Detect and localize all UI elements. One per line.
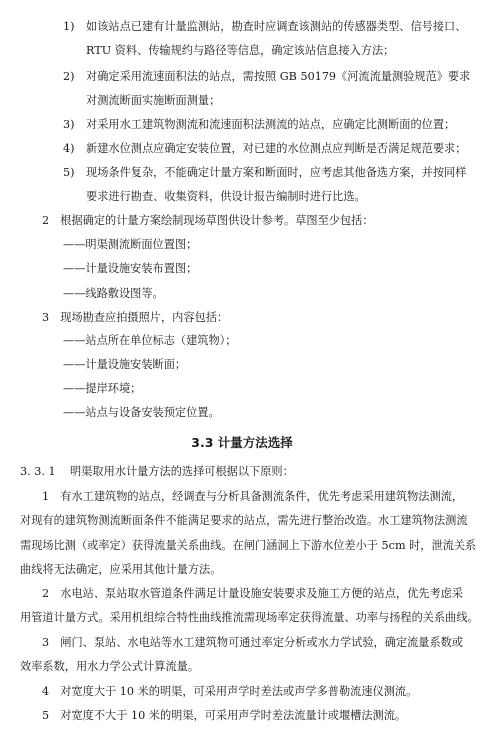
step-4-line-1: 新建水位测点应确定安装位置，对已建的水位测点应判断是否满足规范要求； (86, 142, 467, 155)
para-1-line-4: 曲线将无法确定，应采用其他计量方法。 (20, 563, 222, 576)
para-1-line-3: 需现场比测（或率定）获得流量关系曲线。在闸门涵洞上下游水位差小于 5cm 时，泄流关系 (20, 539, 477, 552)
para-2-line-1: 2 水电站、泵站取水管道条件满足计量设施安装要求及施工方便的站点，优先考虑采 (42, 587, 464, 600)
item-2-sub-1: ——明渠测流断面位置图； (63, 238, 198, 251)
item-3-sub-3: ——提岸环境； (63, 382, 142, 395)
para-3-line-2: 效率系数，用水力学公式计算流量。 (20, 660, 200, 673)
step-5-number: 5) (63, 166, 75, 179)
step-2-number: 2) (63, 70, 75, 83)
para-1-line-1: 1 有水工建筑物的站点，经调查与分析具备测流条件，优先考虑采用建筑物法测流， (42, 490, 464, 503)
step-1-number: 1) (63, 20, 75, 33)
para-5-line-1: 5 对宽度不大于 10 米的明渠，可采用声学时差法流量计或堰槽法测流。 (42, 709, 407, 722)
step-2-line-2: 对测流断面实施断面测量； (86, 94, 221, 107)
clause-text: 明渠取用水计量方法的选择可根据以下原则： (70, 465, 294, 478)
para-1-line-2: 对现有的建筑物测流断面条件不能满足要求的站点，需先进行整治改造。水工建筑物法测流 (20, 514, 468, 527)
step-3-number: 3) (63, 118, 75, 131)
item-2-intro: 2 根据确定的计量方案绘制现场草图供设计参考。草图至少包括： (42, 214, 374, 227)
para-3-line-1: 3 闸门、泵站、水电站等水工建筑物可通过率定分析或水力学试验，确定流量系数或 (42, 636, 464, 649)
step-3-line-1: 对采用水工建筑物测流和流速面积法测流的站点，应确定比测断面的位置； (86, 118, 456, 131)
step-4-number: 4) (63, 142, 75, 155)
para-4-line-1: 4 对宽度大于 10 米的明渠，可采用声学时差法或声学多普勒流速仪测流。 (42, 685, 418, 698)
item-2-sub-3: ——线路敷设图等。 (63, 287, 164, 300)
item-3-sub-2: ——计量设施安装断面； (63, 358, 187, 371)
item-3-sub-4: ——站点与设备安装预定位置。 (63, 406, 220, 419)
step-5-line-2: 要求进行勘查、收集资料，供设计报告编制时进行比选。 (86, 190, 366, 203)
step-1-line-1: 如该站点已建有计量监测站，勘查时应调查该测站的传感器类型、信号接口、 (86, 20, 467, 33)
clause-number: 3. 3. 1 (20, 465, 56, 478)
item-3-intro: 3 现场勘查应拍摄照片，内容包括： (42, 311, 229, 324)
step-2-line-1: 对确定采用流速面积法的站点，需按照 GB 50179《河流流量测验规范》要求 (86, 70, 471, 83)
para-2-line-2: 用管道计量方式。采用机组综合特性曲线推流需现场率定获得流量、功率与扬程的关系曲线。 (20, 611, 479, 624)
item-2-sub-2: ——计量设施安装布置图； (63, 262, 198, 275)
section-heading: 3.3 计量方法选择 (191, 435, 293, 450)
step-5-line-1: 现场条件复杂，不能确定计量方案和断面时，应考虑其他备选方案，并按同样 (86, 166, 467, 179)
item-3-sub-1: ——站点所在单位标志（建筑物）； (63, 334, 237, 347)
step-1-line-2: RTU 资料、传输规约与路径等信息，确定该站信息接入方法； (86, 44, 395, 57)
